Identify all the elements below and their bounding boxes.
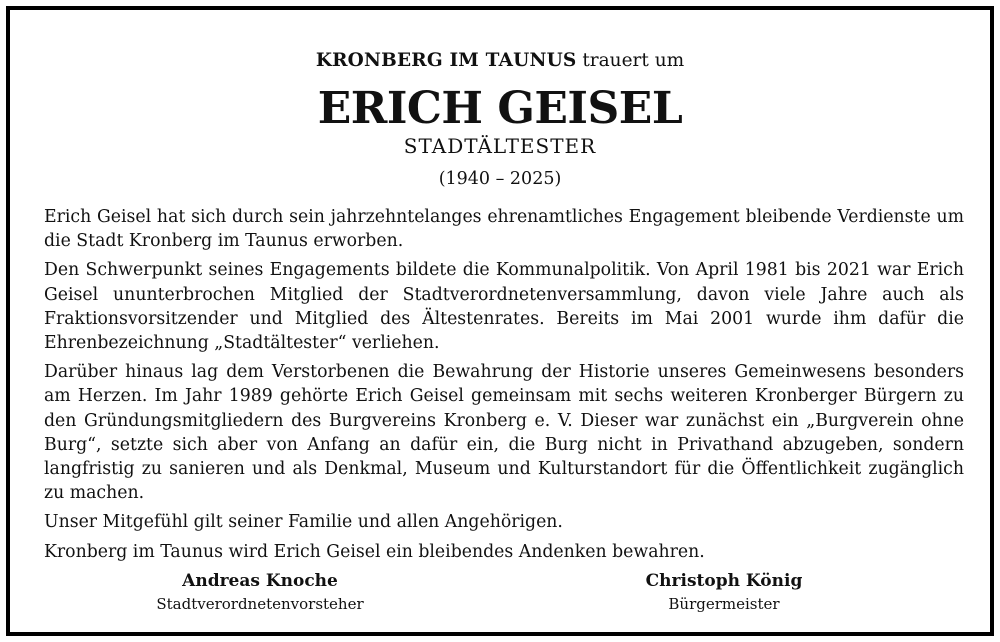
signatory-role: Stadtverordnetenvorsteher [156, 595, 364, 613]
signatory-role: Bürgermeister [668, 595, 780, 613]
obituary-body [44, 205, 964, 569]
paragraph: Darüber hinaus lag dem Verstorbenen die Bewahrung der Historie unseres Gemeinwesens besonders am Herzen. Im Jahr 1989 gehörte Erich Geisel gemeinsam mit sechs weiteren Kronberger Bürgern zu den Gründungsmitgliedern des Burgvereins Kronberg e. V. Dieser war zunächst ein „Burgverein ohne Burg“, setzte sich aber von Anfang an dafür ein, die Burg nicht in Privathand abzugeben, sondern langfristig zu sanieren und als Denkmal, Museum und Kulturstandort für die Öffentlichkeit zugänglich zu machen. [44, 362, 964, 504]
signatory-name: Christoph König [645, 571, 803, 591]
paragraph: Erich Geisel hat sich durch sein jahrzehntelanges ehrenamtliches Engagement bleibende Verdienste um die Stadt Kronberg im Taunus erworben. [44, 207, 964, 252]
honorary-title: STADTÄLTESTER [403, 134, 597, 158]
paragraph: Kronberg im Taunus wird Erich Geisel ein bleibendes Andenken bewahren. [44, 541, 705, 562]
paragraph: Den Schwerpunkt seines Engagements bildete die Kommunalpolitik. Von April 1981 bis 2021 war Erich Geisel ununterbrochen Mitglied der Stadtverordnetenversammlung, davon viele Jahre auch als Fraktionsvorsitzender und Mitglied des Ältestenrates. Bereits im Mai 2001 wurde ihm dafür die Ehrenbezeichnung „Stadtältester“ verliehen. [44, 260, 964, 354]
header-line [10, 50, 990, 72]
signatory-name: Andreas Knoche [182, 571, 338, 591]
obituary-notice [6, 6, 994, 636]
organization-name: KRONBERG IM TAUNUS [315, 50, 577, 71]
signature-right [544, 570, 904, 614]
deceased-name: ERICH GEISEL [317, 83, 683, 134]
mourns-text: trauert um [582, 50, 685, 71]
life-years: (1940 – 2025) [438, 169, 562, 189]
signature-left [80, 570, 440, 614]
paragraph: Unser Mitgefühl gilt seiner Familie und allen Angehörigen. [44, 512, 563, 533]
